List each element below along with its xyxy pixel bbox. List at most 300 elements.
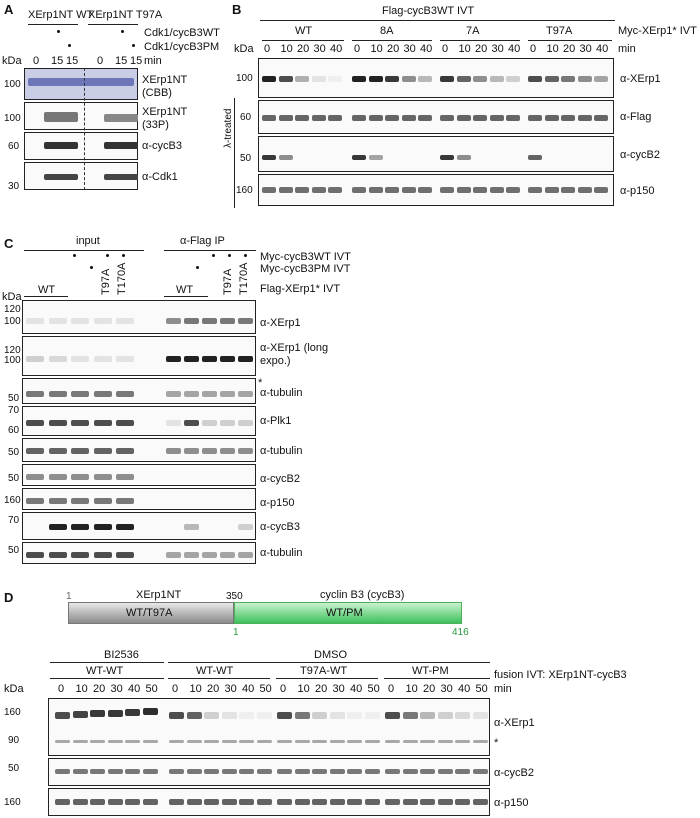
panel-b-blot-cycb2 bbox=[258, 136, 614, 172]
panel-d-label: D bbox=[4, 590, 14, 605]
panel-b-kda-1: 100 bbox=[236, 73, 253, 84]
panel-d-band-xerp1 bbox=[187, 712, 202, 719]
panel-d-band-p150 bbox=[204, 799, 219, 805]
panel-c-band-ip bbox=[202, 318, 217, 324]
panel-c-lab-4: α-Plk1 bbox=[260, 415, 292, 427]
panel-d-band-nonspecific bbox=[385, 740, 400, 743]
panel-b-kda: kDa bbox=[234, 43, 254, 55]
panel-b-band-xerp1 bbox=[457, 76, 471, 82]
panel-d-band-nonspecific bbox=[365, 740, 380, 743]
panel-d-time-label: 10 bbox=[75, 683, 88, 695]
panel-d-time-label: 10 bbox=[297, 683, 310, 695]
panel-b-band-p150 bbox=[457, 187, 471, 193]
panel-d-g2: WT-WT bbox=[196, 665, 234, 677]
panel-d-band-nonspecific bbox=[403, 740, 418, 743]
panel-c-band-input bbox=[49, 356, 67, 362]
panel-b-time-label: 30 bbox=[491, 43, 504, 55]
panel-b-band-flag bbox=[402, 115, 416, 121]
panel-d-time-label: 0 bbox=[280, 683, 287, 695]
panel-b-band-xerp1 bbox=[369, 76, 383, 82]
panel-b-band-p150 bbox=[440, 187, 454, 193]
panel-d-time-label: 30 bbox=[224, 683, 237, 695]
panel-b-band-flag bbox=[352, 115, 366, 121]
panel-b-band-flag bbox=[279, 115, 293, 121]
panel-d-band-nonspecific bbox=[108, 740, 123, 743]
panel-b-time-label: 40 bbox=[420, 43, 433, 55]
panel-d-time-label: 20 bbox=[207, 683, 220, 695]
panel-b-band-xerp1 bbox=[385, 76, 399, 82]
panel-d-band-cycb2 bbox=[455, 769, 470, 774]
panel-b-band-cycb2 bbox=[528, 155, 542, 160]
panel-b-time-label: 20 bbox=[475, 43, 488, 55]
panel-d-time-label: 20 bbox=[315, 683, 328, 695]
panel-b-time-label: 30 bbox=[403, 43, 416, 55]
panel-d-band-p150 bbox=[473, 799, 488, 805]
panel-d-band-p150 bbox=[187, 799, 202, 805]
panel-d-band-xerp1 bbox=[143, 708, 158, 715]
panel-b-kda-3: 50 bbox=[240, 153, 252, 164]
panel-b-lab-1: α-XErp1 bbox=[620, 73, 661, 85]
panel-c-blot-xerp1 bbox=[22, 300, 256, 334]
panel-b-time-label: 10 bbox=[546, 43, 559, 55]
panel-d-g4: WT-PM bbox=[412, 665, 449, 677]
panel-d-band-xerp1 bbox=[295, 712, 310, 719]
panel-c-band-ip bbox=[238, 420, 253, 426]
panel-c-band-input bbox=[71, 474, 89, 480]
panel-b-band-p150 bbox=[490, 187, 504, 193]
panel-c-band-input bbox=[71, 552, 89, 558]
panel-b-band-flag bbox=[312, 115, 326, 121]
panel-c-band-input bbox=[94, 524, 112, 530]
panel-b-band-xerp1 bbox=[506, 76, 520, 82]
panel-d-time-label: 20 bbox=[423, 683, 436, 695]
panel-b-band-p150 bbox=[262, 187, 276, 193]
panel-b-band-flag bbox=[262, 115, 276, 121]
panel-a-t15c: 15 bbox=[115, 55, 128, 67]
panel-c-band-ip bbox=[184, 356, 199, 362]
panel-d-band-cycb2 bbox=[187, 769, 202, 774]
panel-c-band-ip bbox=[202, 420, 217, 426]
panel-c-band-input bbox=[94, 420, 112, 426]
panel-b-band-flag bbox=[440, 115, 454, 121]
panel-d-band-xerp1 bbox=[403, 712, 418, 719]
panel-b-time-label: 20 bbox=[387, 43, 400, 55]
panel-d-band-xerp1 bbox=[330, 712, 345, 719]
panel-d-min: min bbox=[494, 683, 512, 695]
panel-b-band-xerp1 bbox=[578, 76, 592, 82]
panel-b-band-flag bbox=[490, 115, 504, 121]
panel-b-band-flag bbox=[369, 115, 383, 121]
panel-d-band-xerp1 bbox=[473, 712, 488, 719]
panel-d-band-cycb2 bbox=[143, 769, 158, 774]
panel-b-band-xerp1 bbox=[490, 76, 504, 82]
panel-d-band-p150 bbox=[55, 799, 70, 805]
panel-a-t15d: 15 bbox=[130, 55, 143, 67]
panel-b-side: λ-treated bbox=[223, 108, 234, 148]
panel-c-band-input bbox=[116, 448, 134, 454]
panel-d-blot-xerp1 bbox=[48, 698, 490, 756]
panel-c-kda-70b: 70 bbox=[8, 515, 20, 526]
panel-d-dmso: DMSO bbox=[314, 649, 347, 661]
panel-d-band-nonspecific bbox=[295, 740, 310, 743]
panel-c-band-input bbox=[71, 420, 89, 426]
panel-d-band-nonspecific bbox=[143, 740, 158, 743]
panel-b-band-p150 bbox=[385, 187, 399, 193]
panel-d-right-fusion: fusion IVT: XErp1NT-cycB3 bbox=[494, 669, 627, 681]
panel-b-band-cycb2 bbox=[457, 155, 471, 160]
panel-d-time-label: 50 bbox=[367, 683, 380, 695]
panel-c-lane-t170a1: T170A bbox=[116, 262, 128, 295]
panel-b-band-xerp1 bbox=[312, 76, 326, 82]
panel-c-band-input bbox=[26, 356, 44, 362]
panel-d-band-xerp1 bbox=[204, 712, 219, 719]
panel-c-band-input bbox=[26, 448, 44, 454]
panel-b-band-flag bbox=[418, 115, 432, 121]
panel-d-time-label: 40 bbox=[350, 683, 363, 695]
panel-c-band-ip bbox=[166, 448, 181, 454]
panel-a-min: min bbox=[144, 55, 162, 67]
panel-c-band-input bbox=[71, 524, 89, 530]
panel-d-band-p150 bbox=[438, 799, 453, 805]
panel-b-time-label: 40 bbox=[596, 43, 609, 55]
panel-c-input: input bbox=[76, 235, 100, 247]
panel-a-header-wt: XErp1NT WT bbox=[28, 9, 94, 21]
panel-c-band-input bbox=[71, 391, 89, 397]
panel-a-row-pm: Cdk1/cycB3PM bbox=[144, 41, 220, 53]
panel-d-scheme-left: XErp1NT bbox=[136, 589, 182, 601]
panel-d-time-label: 30 bbox=[332, 683, 345, 695]
panel-d-band-nonspecific bbox=[330, 740, 345, 743]
panel-d-band-p150 bbox=[403, 799, 418, 805]
panel-c-lab-1: α-XErp1 bbox=[260, 317, 301, 329]
panel-d-band-cycb2 bbox=[438, 769, 453, 774]
panel-a-lab-cdk1: α-Cdk1 bbox=[142, 171, 178, 183]
panel-c-band-input bbox=[26, 318, 44, 324]
panel-c-lab-8: α-cycB3 bbox=[260, 521, 300, 533]
panel-c-lab-2: α-XErp1 (long expo.) bbox=[260, 342, 329, 368]
panel-c-band-input bbox=[116, 318, 134, 324]
panel-d-lab-3: α-p150 bbox=[494, 797, 529, 809]
panel-d-band-xerp1 bbox=[239, 712, 254, 719]
panel-b-time-label: 20 bbox=[297, 43, 310, 55]
panel-d-band-nonspecific bbox=[239, 740, 254, 743]
panel-c-band-ip bbox=[166, 391, 181, 397]
panel-d-band-xerp1 bbox=[90, 710, 105, 717]
panel-d-band-cycb2 bbox=[385, 769, 400, 774]
panel-d-band-cycb2 bbox=[330, 769, 345, 774]
panel-c-band-input bbox=[26, 391, 44, 397]
panel-d-time-label: 0 bbox=[58, 683, 65, 695]
panel-c-band-input bbox=[94, 552, 112, 558]
panel-d-band-xerp1 bbox=[420, 712, 435, 719]
panel-b-band-cycb2 bbox=[369, 155, 383, 160]
panel-d-lab-2: α-cycB2 bbox=[494, 767, 534, 779]
panel-d-band-p150 bbox=[312, 799, 327, 805]
panel-c-kda-50d: 50 bbox=[8, 545, 20, 556]
panel-d-band-nonspecific bbox=[125, 740, 140, 743]
panel-a-t0b: 0 bbox=[97, 55, 104, 67]
panel-c-band-ip bbox=[184, 391, 199, 397]
panel-d-band-p150 bbox=[347, 799, 362, 805]
panel-c-band-ip bbox=[184, 318, 199, 324]
panel-d-pos416: 416 bbox=[452, 627, 469, 638]
panel-d-time-label: 40 bbox=[128, 683, 141, 695]
panel-b-band-xerp1 bbox=[295, 76, 309, 82]
panel-c-kda-160: 160 bbox=[4, 495, 21, 506]
panel-c-band-ip bbox=[166, 356, 181, 362]
panel-b-band-p150 bbox=[352, 187, 366, 193]
panel-d-time-label: 20 bbox=[93, 683, 106, 695]
panel-b-band-xerp1 bbox=[561, 76, 575, 82]
panel-b-band-p150 bbox=[279, 187, 293, 193]
panel-d-pos350: 350 bbox=[226, 591, 243, 602]
panel-d-band-cycb2 bbox=[90, 769, 105, 774]
panel-a-t15a: 15 bbox=[51, 55, 64, 67]
panel-c-band-ip bbox=[220, 391, 235, 397]
panel-b-band-xerp1 bbox=[352, 76, 366, 82]
panel-b-label: B bbox=[232, 2, 242, 17]
panel-b-band-cycb2 bbox=[440, 155, 454, 160]
panel-a-t0a: 0 bbox=[33, 55, 40, 67]
panel-c-ast: * bbox=[258, 377, 263, 389]
panel-b-band-p150 bbox=[418, 187, 432, 193]
panel-b-g2: 8A bbox=[380, 25, 394, 37]
panel-b-band-p150 bbox=[506, 187, 520, 193]
panel-d-band-nonspecific bbox=[55, 740, 70, 743]
panel-d-bar-left-label: WT/T97A bbox=[126, 607, 173, 619]
panel-c-band-ip bbox=[184, 524, 199, 530]
panel-c-kda-60a: 60 bbox=[8, 425, 20, 436]
panel-c-lab-3: α-tubulin bbox=[260, 387, 303, 399]
panel-b-right-top: Myc-XErp1* IVT bbox=[618, 25, 697, 37]
panel-b-time-label: 10 bbox=[370, 43, 383, 55]
panel-d-kda-160a: 160 bbox=[4, 707, 21, 718]
panel-d-bi: BI2536 bbox=[104, 649, 139, 661]
panel-c-lane-t97a1: T97A bbox=[100, 268, 112, 295]
panel-c-band-ip bbox=[238, 356, 253, 362]
panel-d-band-cycb2 bbox=[125, 769, 140, 774]
panel-b-time-label: 10 bbox=[280, 43, 293, 55]
panel-c-label: C bbox=[4, 236, 14, 251]
panel-a-row-wt: Cdk1/cycB3WT bbox=[144, 27, 220, 39]
panel-b-band-xerp1 bbox=[418, 76, 432, 82]
panel-d-band-p150 bbox=[365, 799, 380, 805]
panel-c-band-ip bbox=[238, 391, 253, 397]
panel-d-band-p150 bbox=[90, 799, 105, 805]
panel-d-band-nonspecific bbox=[204, 740, 219, 743]
panel-c-band-input bbox=[49, 552, 67, 558]
panel-b-time-label: 0 bbox=[530, 43, 537, 55]
panel-d-band-cycb2 bbox=[239, 769, 254, 774]
panel-d-band-xerp1 bbox=[222, 712, 237, 719]
panel-b-band-p150 bbox=[528, 187, 542, 193]
panel-c-band-input bbox=[116, 356, 134, 362]
panel-d-ast: * bbox=[494, 737, 499, 749]
panel-c-band-input bbox=[71, 318, 89, 324]
panel-d-band-nonspecific bbox=[455, 740, 470, 743]
panel-d-band-xerp1 bbox=[347, 712, 362, 719]
panel-c-band-ip bbox=[220, 356, 235, 362]
panel-b-band-flag bbox=[473, 115, 487, 121]
panel-b-band-xerp1 bbox=[279, 76, 293, 82]
panel-d-band-p150 bbox=[125, 799, 140, 805]
panel-a-lab-cbb: XErp1NT (CBB) bbox=[142, 74, 188, 100]
panel-d-time-label: 0 bbox=[172, 683, 179, 695]
panel-c-band-input bbox=[94, 391, 112, 397]
panel-d-band-p150 bbox=[169, 799, 184, 805]
panel-b-g3: 7A bbox=[466, 25, 480, 37]
panel-d-band-xerp1 bbox=[169, 712, 184, 719]
panel-b-band-flag bbox=[385, 115, 399, 121]
panel-b-band-flag bbox=[328, 115, 342, 121]
panel-c-band-ip bbox=[238, 524, 253, 530]
panel-c-band-input bbox=[71, 498, 89, 504]
panel-c-band-input bbox=[49, 448, 67, 454]
panel-b-kda-2: 60 bbox=[240, 112, 252, 123]
panel-d-kda: kDa bbox=[4, 683, 24, 695]
panel-d-band-p150 bbox=[295, 799, 310, 805]
panel-b-time-label: 30 bbox=[579, 43, 592, 55]
panel-b-band-xerp1 bbox=[328, 76, 342, 82]
panel-c-kda-70a: 70 bbox=[8, 405, 20, 416]
panel-d-time-label: 50 bbox=[259, 683, 272, 695]
panel-d-band-cycb2 bbox=[55, 769, 70, 774]
panel-c-band-input bbox=[49, 318, 67, 324]
panel-d-band-cycb2 bbox=[295, 769, 310, 774]
panel-c-band-input bbox=[49, 474, 67, 480]
panel-c-band-input bbox=[94, 448, 112, 454]
panel-b-band-flag bbox=[528, 115, 542, 121]
panel-d-kda-160b: 160 bbox=[4, 797, 21, 808]
panel-d-band-p150 bbox=[277, 799, 292, 805]
panel-d-band-cycb2 bbox=[222, 769, 237, 774]
panel-d-band-p150 bbox=[222, 799, 237, 805]
panel-d-bar-right-label: WT/PM bbox=[326, 607, 363, 619]
panel-b-g1: WT bbox=[295, 25, 313, 37]
panel-c-lane-wt1: WT bbox=[38, 284, 56, 296]
panel-c-band-input bbox=[94, 356, 112, 362]
panel-c-band-ip bbox=[184, 552, 199, 558]
panel-c-band-ip bbox=[220, 318, 235, 324]
panel-d-band-xerp1 bbox=[365, 712, 380, 719]
panel-a-kda-2: 100 bbox=[4, 113, 21, 124]
panel-d-band-cycb2 bbox=[204, 769, 219, 774]
panel-d-band-nonspecific bbox=[187, 740, 202, 743]
panel-c-band-ip bbox=[202, 448, 217, 454]
panel-c-band-ip bbox=[166, 318, 181, 324]
panel-b-time-label: 20 bbox=[563, 43, 576, 55]
panel-b-time-label: 0 bbox=[442, 43, 449, 55]
panel-d-band-p150 bbox=[455, 799, 470, 805]
panel-d-band-cycb2 bbox=[277, 769, 292, 774]
panel-b-band-p150 bbox=[594, 187, 608, 193]
panel-d-band-nonspecific bbox=[347, 740, 362, 743]
panel-c-lab-9: α-tubulin bbox=[260, 547, 303, 559]
panel-d-band-nonspecific bbox=[473, 740, 488, 743]
panel-b-band-p150 bbox=[328, 187, 342, 193]
panel-c-kda-50c: 50 bbox=[8, 473, 20, 484]
panel-c-lab-5: α-tubulin bbox=[260, 445, 303, 457]
panel-b-time-label: 0 bbox=[264, 43, 271, 55]
panel-d-band-cycb2 bbox=[73, 769, 88, 774]
panel-c-lane-t97a2: T97A bbox=[222, 268, 234, 295]
panel-c-band-ip bbox=[220, 552, 235, 558]
panel-c-band-ip bbox=[238, 552, 253, 558]
panel-d-band-p150 bbox=[73, 799, 88, 805]
panel-d-band-xerp1 bbox=[73, 711, 88, 718]
panel-c-kda-100b: 100 bbox=[4, 355, 21, 366]
panel-c-band-input bbox=[49, 498, 67, 504]
panel-c-lab-7: α-p150 bbox=[260, 497, 295, 509]
panel-b-band-p150 bbox=[402, 187, 416, 193]
panel-c-kda-100a: 100 bbox=[4, 316, 21, 327]
panel-b-band-flag bbox=[578, 115, 592, 121]
panel-d-band-xerp1 bbox=[257, 712, 272, 719]
panel-b-lab-3: α-cycB2 bbox=[620, 149, 660, 161]
panel-d-band-xerp1 bbox=[455, 712, 470, 719]
panel-b-band-flag bbox=[594, 115, 608, 121]
panel-b-band-xerp1 bbox=[440, 76, 454, 82]
panel-d-time-label: 10 bbox=[189, 683, 202, 695]
panel-d-band-xerp1 bbox=[55, 712, 70, 719]
panel-d-lab-1: α-XErp1 bbox=[494, 717, 535, 729]
panel-d-band-nonspecific bbox=[438, 740, 453, 743]
panel-c-band-input bbox=[26, 552, 44, 558]
panel-b-band-flag bbox=[457, 115, 471, 121]
panel-d-time-label: 40 bbox=[458, 683, 471, 695]
panel-c-kda: kDa bbox=[2, 291, 22, 303]
panel-d-g3: T97A-WT bbox=[300, 665, 348, 677]
panel-b-band-flag bbox=[295, 115, 309, 121]
panel-c-band-input bbox=[94, 498, 112, 504]
panel-c-band-ip bbox=[184, 448, 199, 454]
panel-d-band-cycb2 bbox=[257, 769, 272, 774]
panel-d-band-nonspecific bbox=[90, 740, 105, 743]
panel-c-ip: α-Flag IP bbox=[180, 235, 225, 247]
panel-d-band-xerp1 bbox=[125, 709, 140, 716]
panel-d-time-label: 30 bbox=[440, 683, 453, 695]
panel-c-band-input bbox=[116, 524, 134, 530]
panel-b-g4: T97A bbox=[546, 25, 573, 37]
panel-a-kda-1: 100 bbox=[4, 79, 21, 90]
panel-b-band-p150 bbox=[312, 187, 326, 193]
panel-a-label: A bbox=[4, 2, 14, 17]
panel-d-band-nonspecific bbox=[222, 740, 237, 743]
panel-c-band-input bbox=[94, 318, 112, 324]
panel-b-time-label: 10 bbox=[458, 43, 471, 55]
panel-b-band-p150 bbox=[473, 187, 487, 193]
panel-b-band-p150 bbox=[369, 187, 383, 193]
panel-d-band-p150 bbox=[420, 799, 435, 805]
panel-c-band-ip bbox=[202, 356, 217, 362]
panel-d-band-xerp1 bbox=[312, 712, 327, 719]
panel-d-band-cycb2 bbox=[312, 769, 327, 774]
panel-c-band-input bbox=[116, 391, 134, 397]
panel-b-time-label: 30 bbox=[313, 43, 326, 55]
panel-c-band-ip bbox=[184, 420, 199, 426]
panel-c-band-input bbox=[71, 448, 89, 454]
panel-d-g1: WT-WT bbox=[86, 665, 124, 677]
panel-c-band-ip bbox=[202, 552, 217, 558]
panel-a-lab-33p: XErp1NT (33P) bbox=[142, 106, 188, 132]
panel-b-band-xerp1 bbox=[262, 76, 276, 82]
panel-d-band-xerp1 bbox=[438, 712, 453, 719]
panel-d-pos1: 1 bbox=[66, 591, 72, 602]
panel-d-band-xerp1 bbox=[385, 712, 400, 719]
panel-b-band-xerp1 bbox=[594, 76, 608, 82]
panel-b-time-label: 40 bbox=[508, 43, 521, 55]
panel-d-band-nonspecific bbox=[312, 740, 327, 743]
